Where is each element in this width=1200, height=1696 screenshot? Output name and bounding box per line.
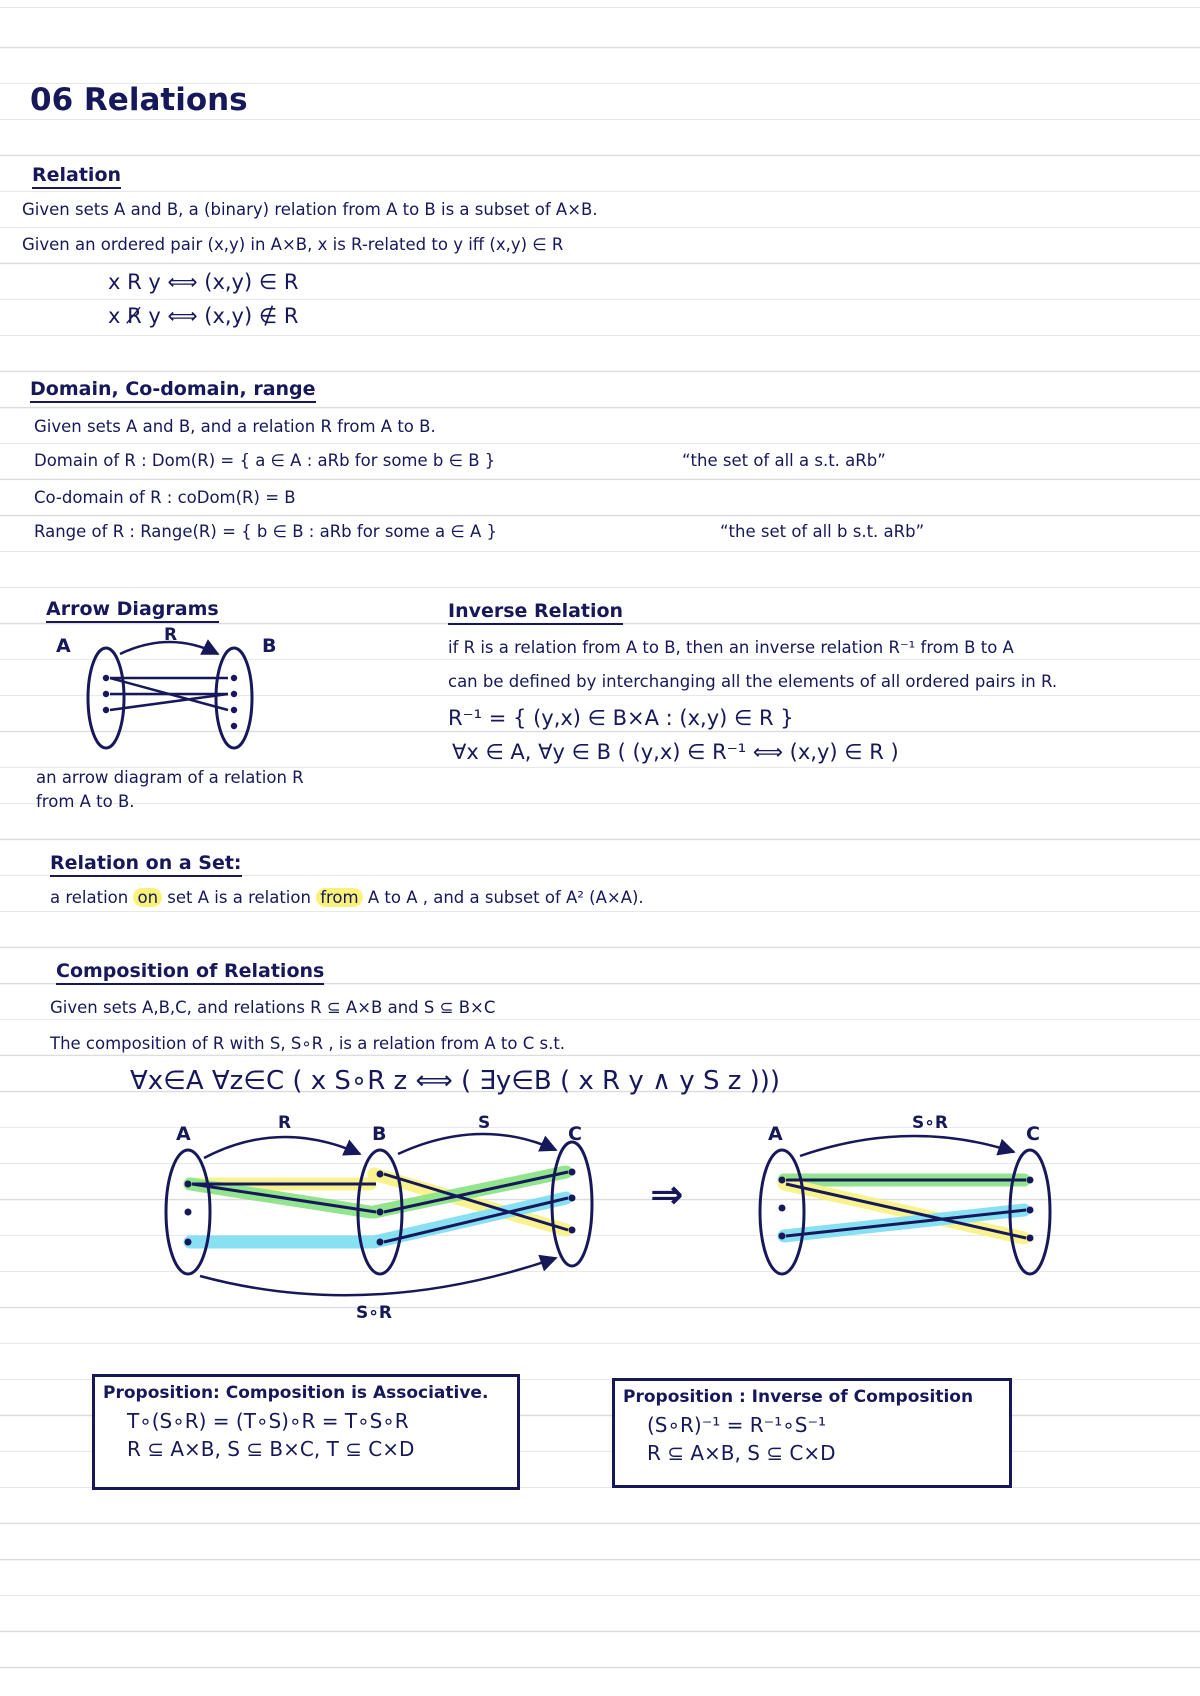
- set-b-ellipse: [216, 648, 252, 748]
- relation-definition: Given sets A and B, a (binary) relation from A to B is a subset of A×B.: [22, 200, 598, 219]
- arrow-label-a: A: [56, 635, 71, 657]
- arrow-label-r: R: [164, 625, 178, 645]
- domain-definition: Domain of R : Dom(R) = { a ∈ A : aRb for some b ∈ B }: [34, 451, 496, 470]
- composition-definition: The composition of R with S, S∘R , is a relation from A to C s.t.: [50, 1034, 566, 1053]
- comp2-label-a: A: [768, 1123, 783, 1145]
- arrow-diagrams-heading: Arrow Diagrams: [46, 598, 219, 623]
- highlight-on: on: [133, 888, 162, 907]
- domain-heading: Domain, Co-domain, range: [30, 378, 316, 403]
- proposition-associative-eq: T∘(S∘R) = (T∘S)∘R = T∘S∘R: [127, 1409, 409, 1433]
- proposition-inverse-box: [612, 1378, 1012, 1488]
- comp2-set-a-ellipse: [760, 1150, 804, 1274]
- arrow-caption-line1: an arrow diagram of a relation R: [36, 768, 304, 787]
- composition-eq: ∀x∈A ∀z∈C ( x S∘R z ⟺ ( ∃y∈B ( x R y ∧ y S z ))): [130, 1066, 781, 1096]
- inverse-definition-line1: if R is a relation from A to B, then an inverse relation R⁻¹ from B to A: [448, 638, 1014, 657]
- inverse-definition-line2: can be defined by interchanging all the elements of all ordered pairs in R.: [448, 672, 1058, 691]
- arrow-caption-line2: from A to B.: [36, 792, 135, 811]
- proposition-inverse-conditions: R ⊆ A×B, S ⊆ C×D: [647, 1441, 836, 1465]
- curve-arrow-r: [204, 1137, 360, 1158]
- composition-given: Given sets A,B,C, and relations R ⊆ A×B and S ⊆ B×C: [50, 998, 496, 1017]
- inverse-forall-eq: ∀x ∈ A, ∀y ∈ B ( (y,x) ∈ R⁻¹ ⟺ (x,y) ∈ R ): [452, 740, 899, 764]
- range-definition: Range of R : Range(R) = { b ∈ B : aRb for some a ∈ A }: [34, 522, 497, 541]
- arrow-line: [110, 694, 228, 710]
- relation-related-definition: Given an ordered pair (x,y) in A×B, x is R-related to y iff (x,y) ∈ R: [22, 235, 564, 254]
- domain-note: “the set of all a s.t. aRb”: [682, 451, 886, 470]
- comp-label-c: C: [568, 1123, 582, 1145]
- domain-given: Given sets A and B, and a relation R from A to B.: [34, 417, 436, 436]
- proposition-associative-conditions: R ⊆ A×B, S ⊆ B×C, T ⊆ C×D: [127, 1437, 415, 1461]
- inverse-set-eq: R⁻¹ = { (y,x) ∈ B×A : (x,y) ∈ R }: [448, 706, 794, 730]
- composition-diagram: [150, 1108, 1080, 1328]
- comp-label-r: R: [278, 1113, 292, 1133]
- highlight-from: from: [316, 888, 362, 907]
- relation-heading: Relation: [32, 164, 121, 189]
- arrow-diagram: [40, 622, 300, 760]
- inverse-relation-heading: Inverse Relation: [448, 600, 623, 625]
- comp2-label-sr: S∘R: [912, 1113, 948, 1133]
- proposition-associative-box: [92, 1374, 520, 1490]
- proposition-inverse-title: Proposition : Inverse of Composition: [623, 1387, 974, 1407]
- comp-label-s: S: [478, 1113, 491, 1133]
- comp2-label-c: C: [1026, 1123, 1040, 1145]
- range-note: “the set of all b s.t. aRb”: [720, 522, 925, 541]
- curve-arrow-sr: [200, 1258, 556, 1295]
- arrow-label-b: B: [262, 635, 277, 657]
- proposition-associative-title: Proposition: Composition is Associative.: [103, 1383, 489, 1403]
- implies-arrow-icon: ⇒: [650, 1172, 684, 1218]
- relation-on-set-heading: Relation on a Set:: [50, 852, 242, 877]
- curve-arrow-s: [398, 1134, 556, 1154]
- codomain-definition: Co-domain of R : coDom(R) = B: [34, 488, 296, 507]
- composition-heading: Composition of Relations: [56, 960, 324, 985]
- comp-label-sr: S∘R: [356, 1303, 392, 1323]
- relation-eq-related: x R y ⟺ (x,y) ∈ R: [108, 270, 299, 294]
- page-title: 06 Relations: [30, 82, 248, 118]
- relation-eq-not-related: x R̸ y ⟺ (x,y) ∉ R: [108, 304, 299, 328]
- comp-label-a: A: [176, 1123, 191, 1145]
- set-a-ellipse: [88, 648, 124, 748]
- proposition-inverse-eq: (S∘R)⁻¹ = R⁻¹∘S⁻¹: [647, 1413, 827, 1437]
- curve-arrow-sr-right: [800, 1136, 1014, 1156]
- relation-on-set-line: a relation on set A is a relation from A to A , and a subset of A² (A×A).: [50, 888, 644, 907]
- comp-label-b: B: [372, 1123, 387, 1145]
